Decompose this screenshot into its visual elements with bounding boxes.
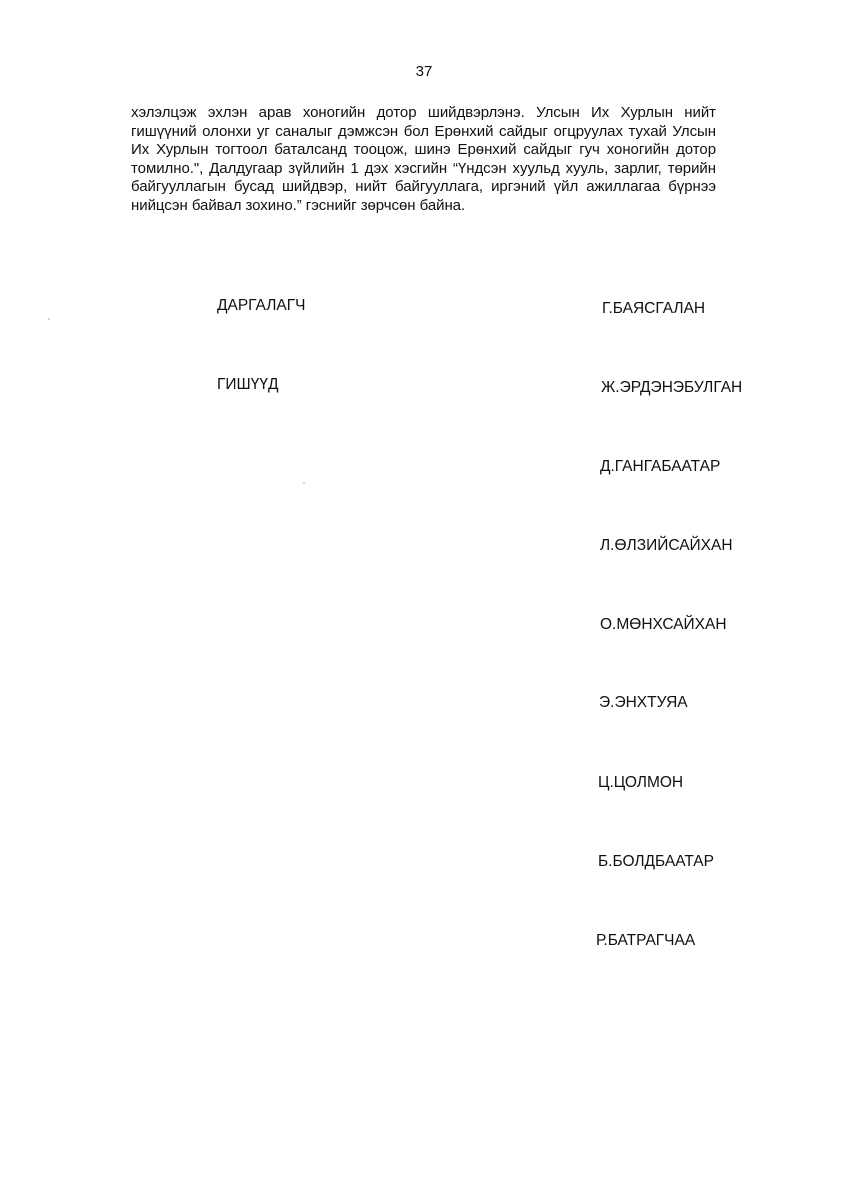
signatory-name: Л.ӨЛЗИЙСАЙХАН (600, 537, 733, 554)
body-paragraph: хэлэлцэж эхлэн арав хоногийн дотор шийдвэрлэнэ. Улсын Их Хурлын нийт гишүүний олонхи уг саналыг дэмжсэн бол Ерөнхий сайдыг огцруулах тухай Улсын Их Хурлын тогтоол баталсанд тооцож, шинэ Ерөнхий сайдыг гуч хоногийн дотор томилно.", Далдугаар зүйлийн 1 дэх хэсгийн “Үндсэн хуульд хууль, зарлиг, төрийн байгууллагын бусад шийдвэр, нийт байгууллага, иргэний үйл ажиллагаа бүрнээ нийцсэн байвал зохино.” гэснийг зөрчсөн байна. (131, 104, 716, 214)
scan-speck (48, 318, 50, 320)
signatory-name: О.МӨНХСАЙХАН (600, 616, 727, 633)
page-number: 37 (415, 63, 433, 80)
signatory-name: Р.БАТРАГЧАА (596, 932, 696, 949)
signatory-name: Э.ЭНХТУЯА (599, 694, 688, 711)
signatory-name: Д.ГАНГАБААТАР (600, 458, 721, 475)
chair-label: ДАРГАЛАГЧ (217, 297, 306, 314)
signatory-name: Ц.ЦОЛМОН (598, 774, 684, 791)
members-label: ГИШҮҮД (217, 376, 279, 393)
signatory-name-chair: Г.БАЯСГАЛАН (602, 300, 706, 317)
signatory-name: Ж.ЭРДЭНЭБУЛГАН (601, 379, 743, 396)
scan-speck (303, 482, 305, 484)
signatory-name: Б.БОЛДБААТАР (598, 853, 714, 870)
